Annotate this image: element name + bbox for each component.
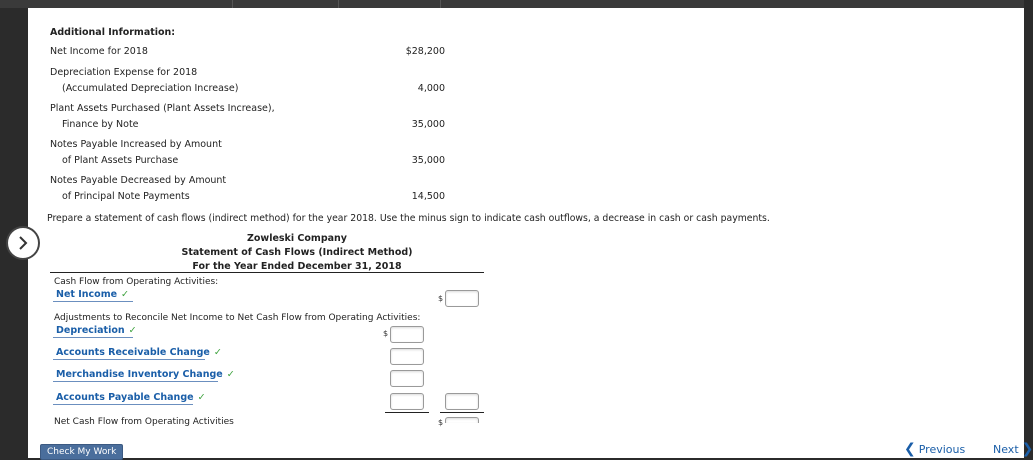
subtotal-rule xyxy=(440,412,484,413)
info-value: $28,200 xyxy=(405,46,445,57)
check-icon: ✓ xyxy=(128,325,137,336)
net-operating-input[interactable] xyxy=(445,417,479,423)
ap-label: Accounts Payable Change xyxy=(56,392,194,403)
info-label: Plant Assets Purchased (Plant Assets Increase), xyxy=(50,103,275,114)
info-label: Net Income for 2018 xyxy=(50,46,148,57)
accounts-receivable-field[interactable] xyxy=(53,347,222,360)
adjustments-header: Adjustments to Reconcile Net Income to Net Cash Flow from Operating Activities: xyxy=(54,313,421,323)
chevron-left-icon: ❮ xyxy=(904,441,916,457)
ar-amount-input[interactable] xyxy=(390,348,424,365)
check-my-work-button[interactable]: Check My Work xyxy=(40,444,123,460)
net-operating-label: Net Cash Flow from Operating Activities xyxy=(54,417,234,427)
chevron-right-icon: ❯ xyxy=(1021,441,1033,457)
instructions-text: Prepare a statement of cash flows (indirect method) for the year 2018. Use the minus sign to indicate cash outflows, a decrease in cash or cash payments. xyxy=(47,213,770,224)
footer-bar xyxy=(28,436,1033,458)
check-icon: ✓ xyxy=(226,369,235,380)
check-icon: ✓ xyxy=(213,347,222,358)
company-name: Zowleski Company xyxy=(247,233,347,244)
merchandise-inventory-field[interactable] xyxy=(53,369,235,382)
next-button[interactable] xyxy=(993,443,1033,456)
total-adjustments-input[interactable] xyxy=(445,393,479,410)
problem-page xyxy=(28,8,1024,458)
statement-period: For the Year Ended December 31, 2018 xyxy=(192,261,402,272)
depreciation-field[interactable] xyxy=(53,325,137,338)
info-label: Notes Payable Decreased by Amount xyxy=(50,175,227,186)
next-label: Next xyxy=(993,443,1019,456)
top-bar-divider xyxy=(440,0,441,8)
inventory-label: Merchandise Inventory Change xyxy=(56,369,223,380)
additional-info-heading: Additional Information: xyxy=(50,27,176,38)
check-icon: ✓ xyxy=(121,289,130,300)
check-icon: ✓ xyxy=(197,392,206,403)
info-label: Depreciation Expense for 2018 xyxy=(50,67,198,78)
currency-symbol: $ xyxy=(383,329,389,338)
info-sublabel: (Accumulated Depreciation Increase) xyxy=(62,83,239,94)
info-value: 14,500 xyxy=(411,191,445,202)
net-income-field[interactable] xyxy=(53,289,133,302)
subtotal-rule xyxy=(385,412,429,413)
info-sublabel: of Principal Note Payments xyxy=(62,191,190,202)
top-bar-divider xyxy=(338,0,339,8)
header-rule xyxy=(50,272,484,273)
net-income-label: Net Income xyxy=(56,289,118,300)
depreciation-amount-input[interactable] xyxy=(390,326,424,343)
info-value: 35,000 xyxy=(411,155,445,166)
info-value: 4,000 xyxy=(417,83,445,94)
info-sublabel: Finance by Note xyxy=(62,119,139,130)
statement-title: Statement of Cash Flows (Indirect Method) xyxy=(181,247,413,258)
ar-label: Accounts Receivable Change xyxy=(56,347,210,358)
accounts-payable-field[interactable] xyxy=(53,392,206,405)
currency-symbol: $ xyxy=(438,294,444,303)
top-bar-divider xyxy=(232,0,233,8)
expand-arrow-button[interactable] xyxy=(6,226,40,260)
info-label: Notes Payable Increased by Amount xyxy=(50,139,222,150)
top-bar xyxy=(0,0,1024,8)
info-value: 35,000 xyxy=(411,119,445,130)
inventory-amount-input[interactable] xyxy=(390,370,424,387)
depreciation-label: Depreciation xyxy=(56,325,125,336)
chevron-right-icon xyxy=(15,235,31,251)
previous-label: Previous xyxy=(918,443,966,456)
operating-header: Cash Flow from Operating Activities: xyxy=(54,277,219,287)
info-sublabel: of Plant Assets Purchase xyxy=(62,155,179,166)
currency-symbol: $ xyxy=(438,418,444,427)
ap-amount-input[interactable] xyxy=(390,393,424,410)
net-income-amount-input[interactable] xyxy=(445,290,479,307)
previous-button[interactable] xyxy=(904,443,965,456)
